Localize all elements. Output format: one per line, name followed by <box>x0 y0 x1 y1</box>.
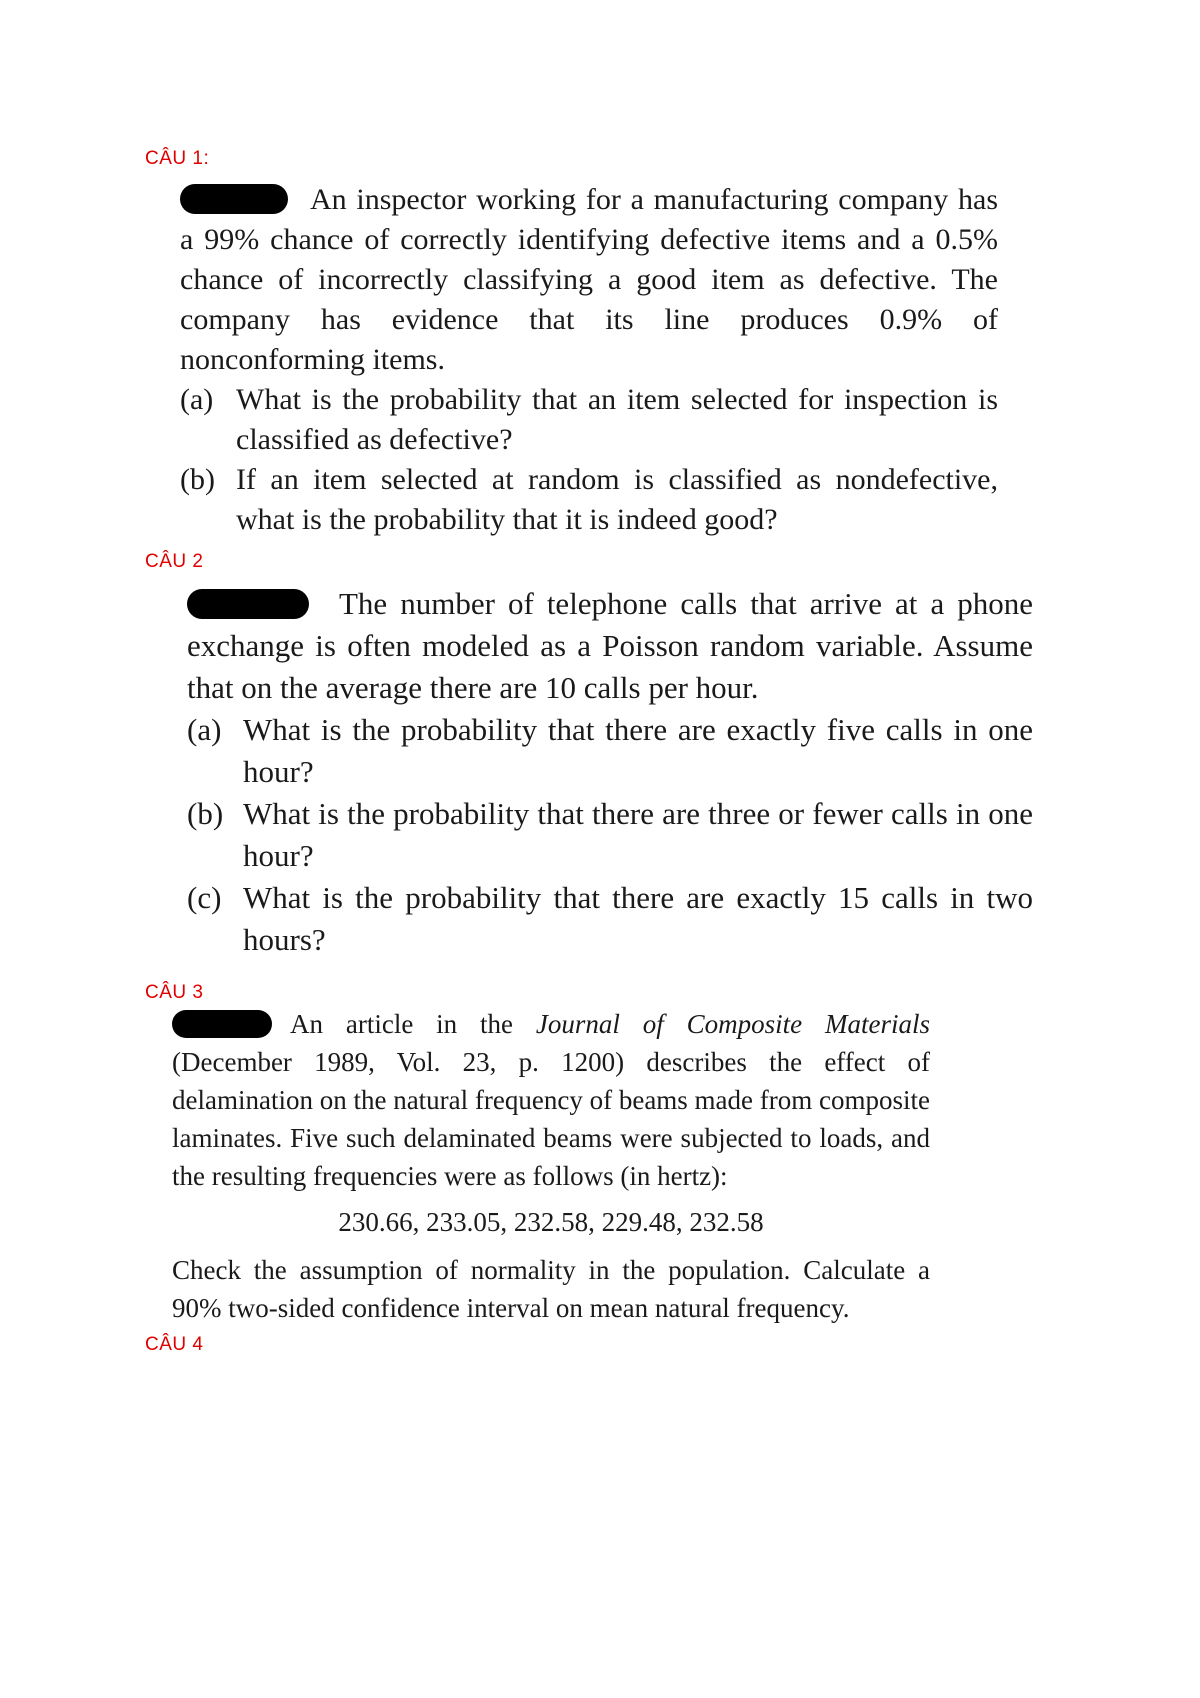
question-2-intro <box>187 583 1033 709</box>
question-2-part-c <box>187 877 1033 961</box>
journal-title: Journal of Composite Materials <box>535 1009 930 1039</box>
redacted-mark <box>180 184 288 214</box>
question-3-heading: CÂU 3 <box>145 982 204 1003</box>
part-text: What is the probability that there are exactly five calls in one hour? <box>243 712 1033 789</box>
question-1-part-b <box>180 460 998 540</box>
part-label: (b) <box>187 796 224 831</box>
frequency-values: 230.66, 233.05, 232.58, 229.48, 232.58 <box>338 1207 764 1237</box>
question-3-text-suffix: (December 1989, Vol. 23, p. 1200) describes the effect of delamination on the natural frequency of beams made from composite laminates. Five such delaminated beams were subjected to loads, and the resulting frequencies were as follows (in hertz): <box>172 1047 930 1191</box>
question-1-heading: CÂU 1: <box>145 148 210 169</box>
part-text: What is the probability that there are exactly 15 calls in two hours? <box>243 880 1033 957</box>
question-1-part-a <box>180 380 998 460</box>
part-label: (a) <box>187 712 222 747</box>
question-2-part-b <box>187 793 1033 877</box>
redacted-mark <box>187 589 309 619</box>
question-2 <box>187 583 1033 961</box>
redacted-mark <box>172 1010 272 1038</box>
question-4-heading: CÂU 4 <box>145 1334 204 1355</box>
question-2-text: The number of telephone calls that arrive at a phone exchange is often modeled as a Poisson random variable. Assume that on the average there are 10 calls per hour. <box>187 586 1033 705</box>
question-1-text: An inspector working for a manufacturing company has a 99% chance of correctly identifying defective items and a 0.5% chance of incorrectly classifying a good item as defective. The company has evidence that its line produces 0.9% of nonconforming items. <box>180 183 998 376</box>
question-3-instructions: Check the assumption of normality in the population. Calculate a 90% two-sided confidence interval on mean natural frequency. <box>172 1255 930 1323</box>
question-3 <box>172 1005 930 1327</box>
part-text: What is the probability that there are three or fewer calls in one hour? <box>243 796 1033 873</box>
question-2-heading: CÂU 2 <box>145 551 204 572</box>
question-2-part-a <box>187 709 1033 793</box>
question-3-text-prefix: An article in the <box>290 1009 514 1039</box>
question-1-intro <box>180 180 998 380</box>
question-3-intro <box>172 1005 930 1195</box>
part-text: If an item selected at random is classified as nondefective, what is the probability that it is indeed good? <box>236 463 998 536</box>
question-1 <box>180 180 998 540</box>
part-text: What is the probability that an item selected for inspection is classified as defective? <box>236 383 998 456</box>
part-label: (b) <box>180 463 215 496</box>
part-label: (c) <box>187 880 222 915</box>
part-label: (a) <box>180 383 214 416</box>
